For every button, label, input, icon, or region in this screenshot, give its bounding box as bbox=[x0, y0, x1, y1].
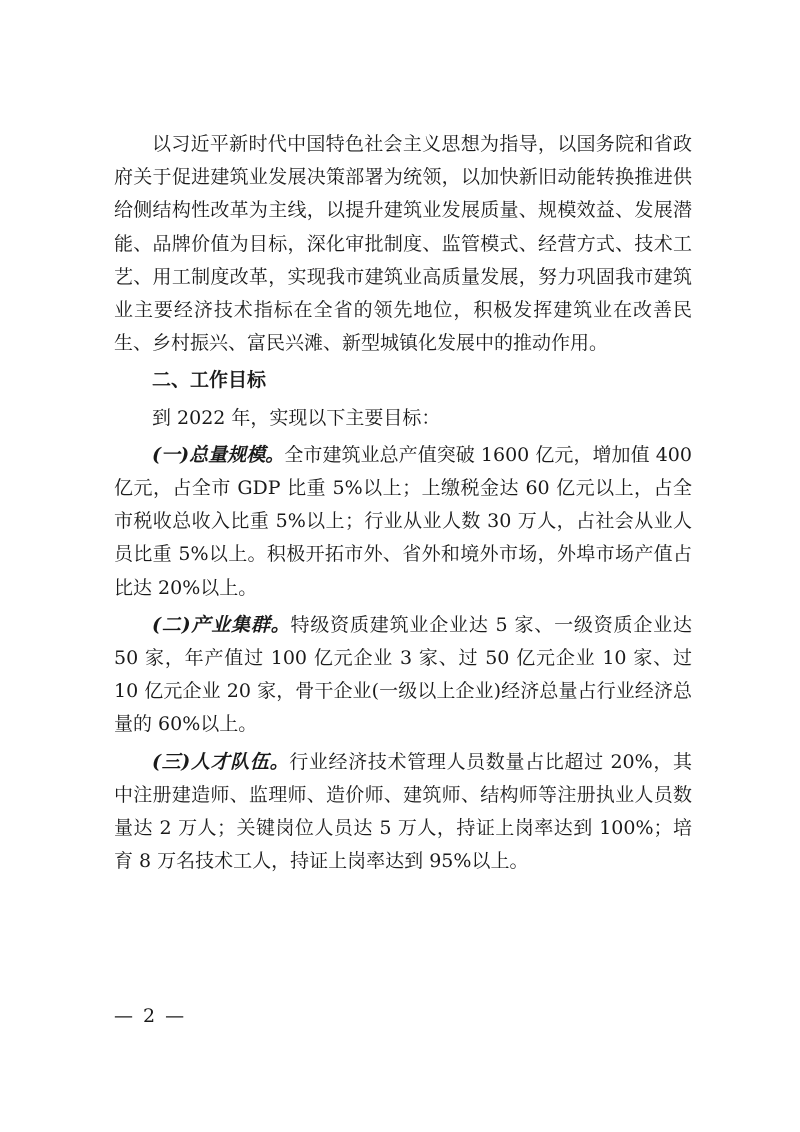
page-number: — 2 — bbox=[114, 1005, 187, 1027]
intro-paragraph: 以习近平新时代中国特色社会主义思想为指导，以国务院和省政府关于促进建筑业发展决策部署为统领，以加快新旧动能转换推进供给侧结构性改革为主线，以提升建筑业发展质量、规模效益、发展潜能、品牌价值为目标，深化审批制度、监管模式、经营方式、技术工艺、用工制度改革，实现我市建筑业高质量发展，努力巩固我市建筑业主要经济技术指标在全省的领先地位，积极发挥建筑业在改善民生、乡村振兴、富民兴滩、新型城镇化发展中的推动作用。 bbox=[114, 133, 692, 355]
goal-lead: (三)人才队伍。 bbox=[152, 750, 290, 773]
section-heading: 二、工作目标 bbox=[152, 369, 267, 392]
goal-paragraph-industry-cluster bbox=[114, 609, 692, 742]
goal-lead: (二)产业集群。 bbox=[152, 613, 291, 636]
goal-lead: (一)总量规模。 bbox=[152, 443, 285, 466]
goal-intro: 到 2022 年，实现以下主要目标： bbox=[152, 406, 441, 429]
goal-text: 特级资质建筑业企业达 5 家、一级资质企业达 50 家，年产值过 100 亿元企业 3 家、过 50 亿元企业 10 家、过 10 亿元企业 20 家，骨干企业(一级以上企业)经济总量占行业经济总量的 60%以上。 bbox=[114, 613, 693, 736]
goal-paragraph-talent bbox=[114, 746, 692, 879]
goal-paragraph-total-scale bbox=[114, 439, 692, 605]
goal-text: 行业经济技术管理人员数量占比超过 20%，其中注册建造师、监理师、造价师、建筑师、结构师等注册执业人员数量达 2 万人；关键岗位人员达 5 万人，持证上岗率达到 100%；培育 8 万名技术工人，持证上岗率达到 95%以上。 bbox=[114, 750, 692, 873]
document-body bbox=[114, 128, 692, 878]
goal-text: 全市建筑业总产值突破 1600 亿元，增加值 400 亿元，占全市 GDP 比重 5%以上；上缴税金达 60 亿元以上，占全市税收总收入比重 5%以上；行业从业人数 30 万人，占社会从业人员比重 5%以上。积极开拓市外、省外和境外市场，外埠市场产值占比达 20%以上。 bbox=[114, 443, 692, 599]
